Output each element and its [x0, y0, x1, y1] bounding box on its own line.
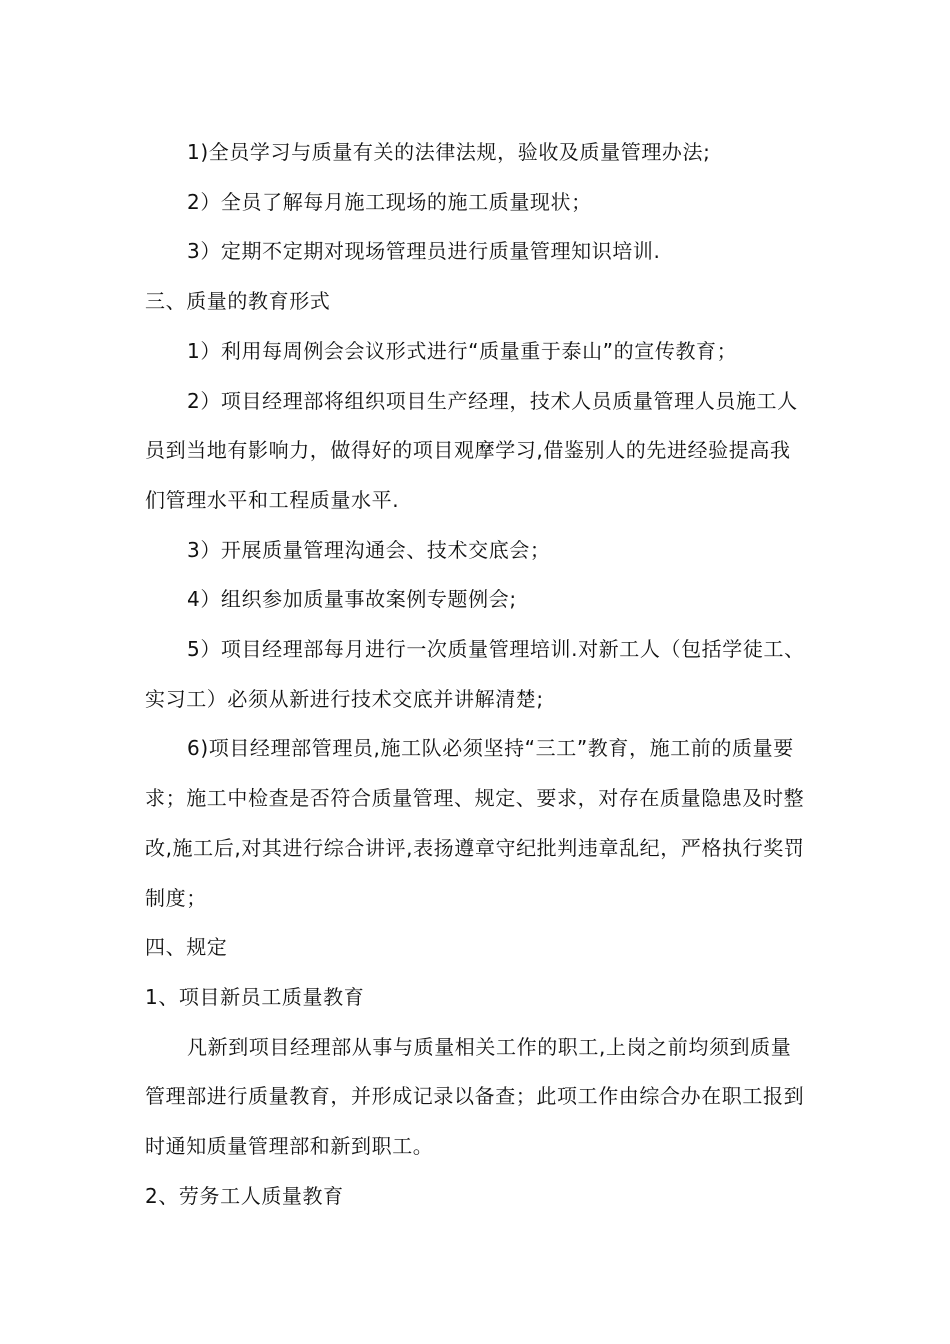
section-heading-education-forms: 三、质量的教育形式: [145, 289, 331, 314]
paragraph-three-work-education: 6)项目经理部管理员,施工队必须坚持“三工”教育，施工前的质量要求；施工中检查是否符合质量管理、规定、要求，对存在质量隐患及时整改,施工后,对其进行综合讲评,表扬遵章守纪批判违章乱纪，严格执行奖罚制度；: [145, 736, 805, 910]
paragraph-training: 3）定期不定期对现场管理员进行质量管理知识培训.: [187, 239, 661, 264]
paragraph-weekly-meeting: 1）利用每周例会会议形式进行“质量重于泰山”的宣传教育；: [187, 338, 738, 363]
paragraph-observation-study: 2）项目经理部将组织项目生产经理，技术人员质量管理人员施工人员到当地有影响力，做得好的项目观摩学习,借鉴别人的先进经验提高我们管理水平和工程质量水平.: [145, 388, 798, 512]
subheading-new-staff-education: 1、项目新员工质量教育: [145, 984, 365, 1009]
paragraph-monthly-training: 5）项目经理部每月进行一次质量管理培训.对新工人（包括学徒工、实习工）必须从新进行技术交底并讲解清楚;: [145, 637, 805, 711]
section-heading-regulations: 四、规定: [145, 935, 228, 960]
paragraph-study-laws: 1)全员学习与质量有关的法律法规，验收及质量管理办法;: [187, 140, 711, 164]
paragraph-case-meeting: 4）组织参加质量事故案例专题例会;: [187, 587, 517, 612]
paragraph-new-staff-rule: 凡新到项目经理部从事与质量相关工作的职工,上岗之前均须到质量管理部进行质量教育，并形成记录以备查；此项工作由综合办在职工报到时通知质量管理部和新到职工。: [145, 1034, 805, 1159]
paragraph-site-status: 2）全员了解每月施工现场的施工质量现状；: [187, 189, 592, 214]
subheading-labor-worker-education: 2、劳务工人质量教育: [145, 1183, 344, 1208]
document-body: [145, 128, 810, 1221]
paragraph-communication-meeting: 3）开展质量管理沟通会、技术交底会；: [187, 537, 551, 562]
